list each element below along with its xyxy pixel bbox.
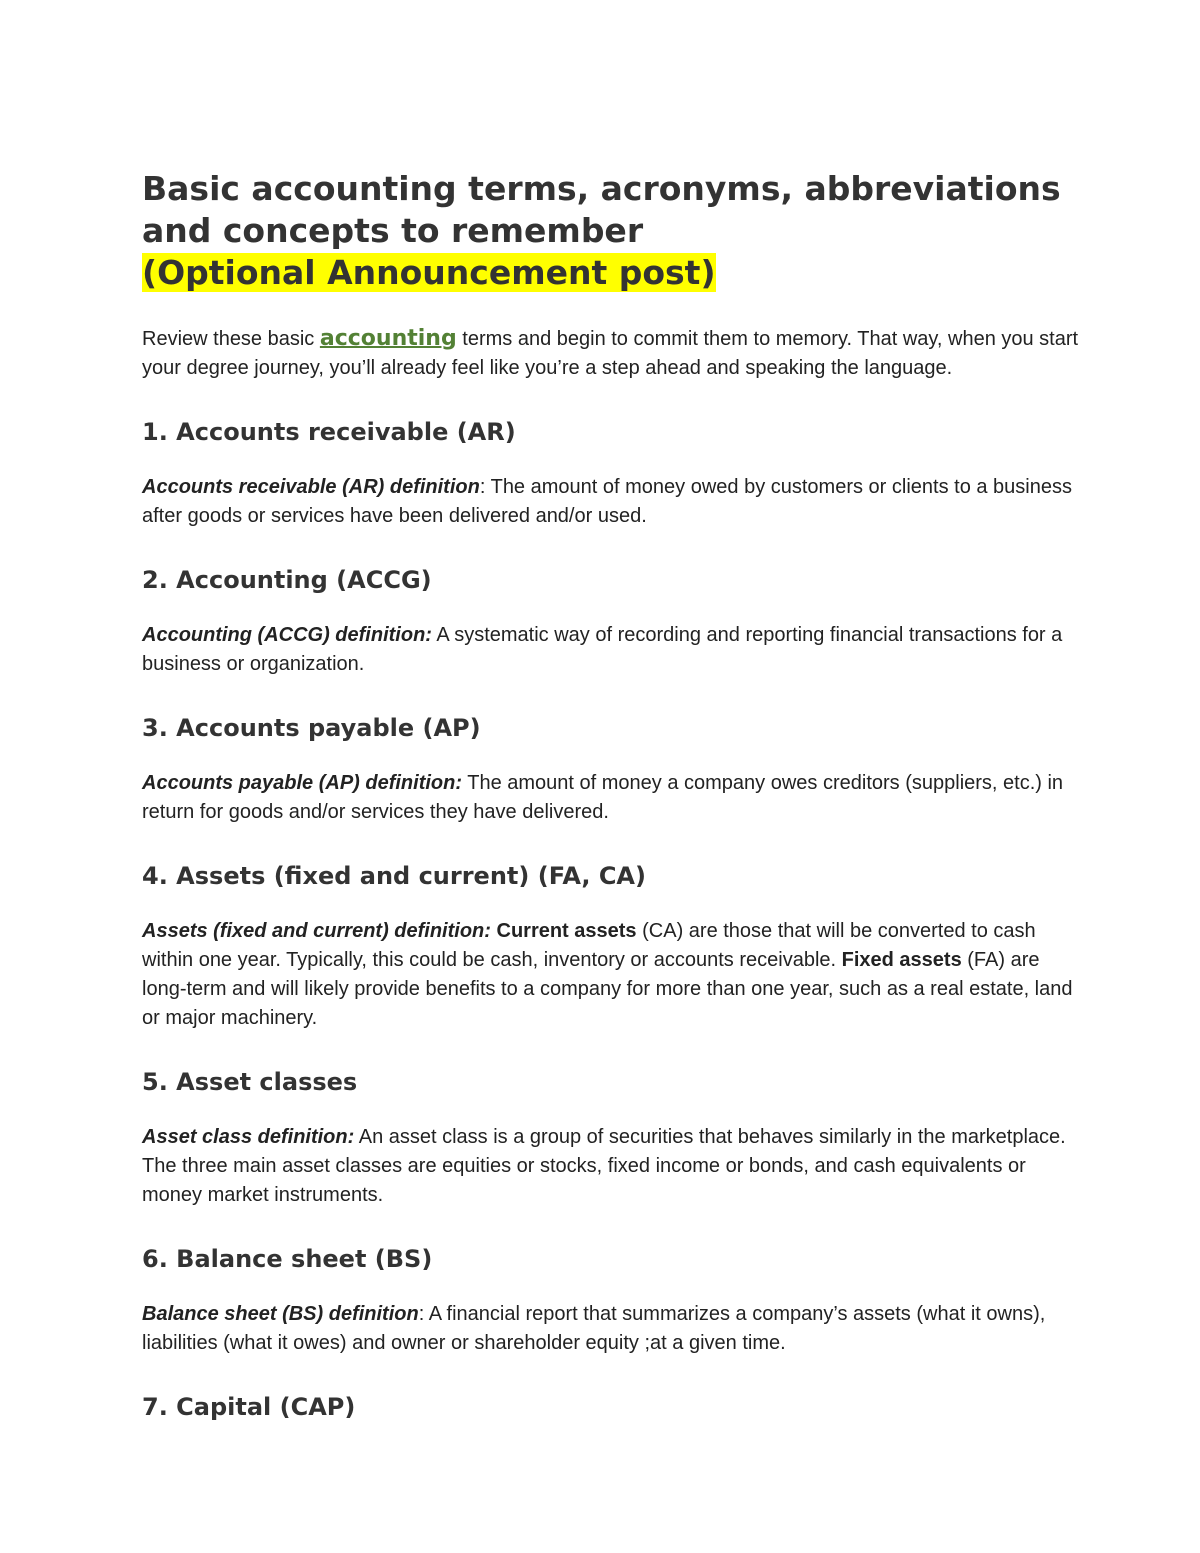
definition-text: The amount of money a company owes creditors (suppliers, etc.) in return for goods and/or services they have delivered. [142,772,1064,823]
section-heading-accounts-payable: 3. Accounts payable (AP) [142,714,481,742]
intro-text-before: Review these basic [142,328,320,350]
definition-accounts-receivable [142,473,1082,531]
definition-text: A systematic way of recording and reporting financial transactions for a business or organization. [142,624,1063,675]
definition-asset-classes [142,1123,1082,1210]
definition-text: : A financial report that summarizes a company’s assets (what it owns), liabilities (what it owes) and owner or shareholder equity ;at a given time. [142,1303,1046,1354]
section-heading-capital: 7. Capital (CAP) [142,1393,356,1421]
title-main: Basic accounting terms, acronyms, abbreviations and concepts to remember [142,169,1061,250]
definition-balance-sheet [142,1300,1082,1358]
section-heading-assets: 4. Assets (fixed and current) (FA, CA) [142,862,646,890]
fixed-assets-term: Fixed assets [841,949,962,971]
definition-accounting [142,621,1082,679]
definition-text-part: (CA) are those that will be converted to cash within one year. Typically, this could be cash, inventory or accounts receivable. [142,920,1036,971]
definition-label: Asset class definition: [142,1126,355,1148]
definition-label: Accounts payable (AP) definition: [142,772,463,794]
definition-label: Balance sheet (BS) definition [142,1303,419,1325]
intro-paragraph [142,324,1082,383]
definition-label: Accounting (ACCG) definition: [142,624,432,646]
current-assets-term: Current assets [490,920,637,942]
definition-text: : The amount of money owed by customers or clients to a business after goods or services have been delivered and/or used. [142,476,1072,527]
intro-text-after: terms and begin to commit them to memory. That way, when you start your degree journey, you’ll already feel like you’re a step ahead and speaking the language. [142,328,1079,379]
section-heading-asset-classes: 5. Asset classes [142,1068,358,1096]
document-title [142,168,1082,294]
section-heading-accounting: 2. Accounting (ACCG) [142,566,432,594]
title-highlight: (Optional Announcement post) [142,253,716,292]
definition-label: Assets (fixed and current) definition: [142,920,491,942]
definition-accounts-payable [142,769,1082,827]
document-page [142,168,1082,1422]
accounting-link[interactable]: accounting [319,326,457,351]
definition-assets [142,917,1082,1033]
section-heading-balance-sheet: 6. Balance sheet (BS) [142,1245,433,1273]
definition-label: Accounts receivable (AR) definition [142,476,480,498]
definition-text-part: (FA) are long-term and will likely provide benefits to a company for more than one year, such as a real estate, land or major machinery. [142,949,1073,1029]
definition-text: An asset class is a group of securities that behaves similarly in the marketplace. The three main asset classes are equities or stocks, fixed income or bonds, and cash equivalents or money market instruments. [142,1126,1066,1206]
section-heading-accounts-receivable: 1. Accounts receivable (AR) [142,418,516,446]
